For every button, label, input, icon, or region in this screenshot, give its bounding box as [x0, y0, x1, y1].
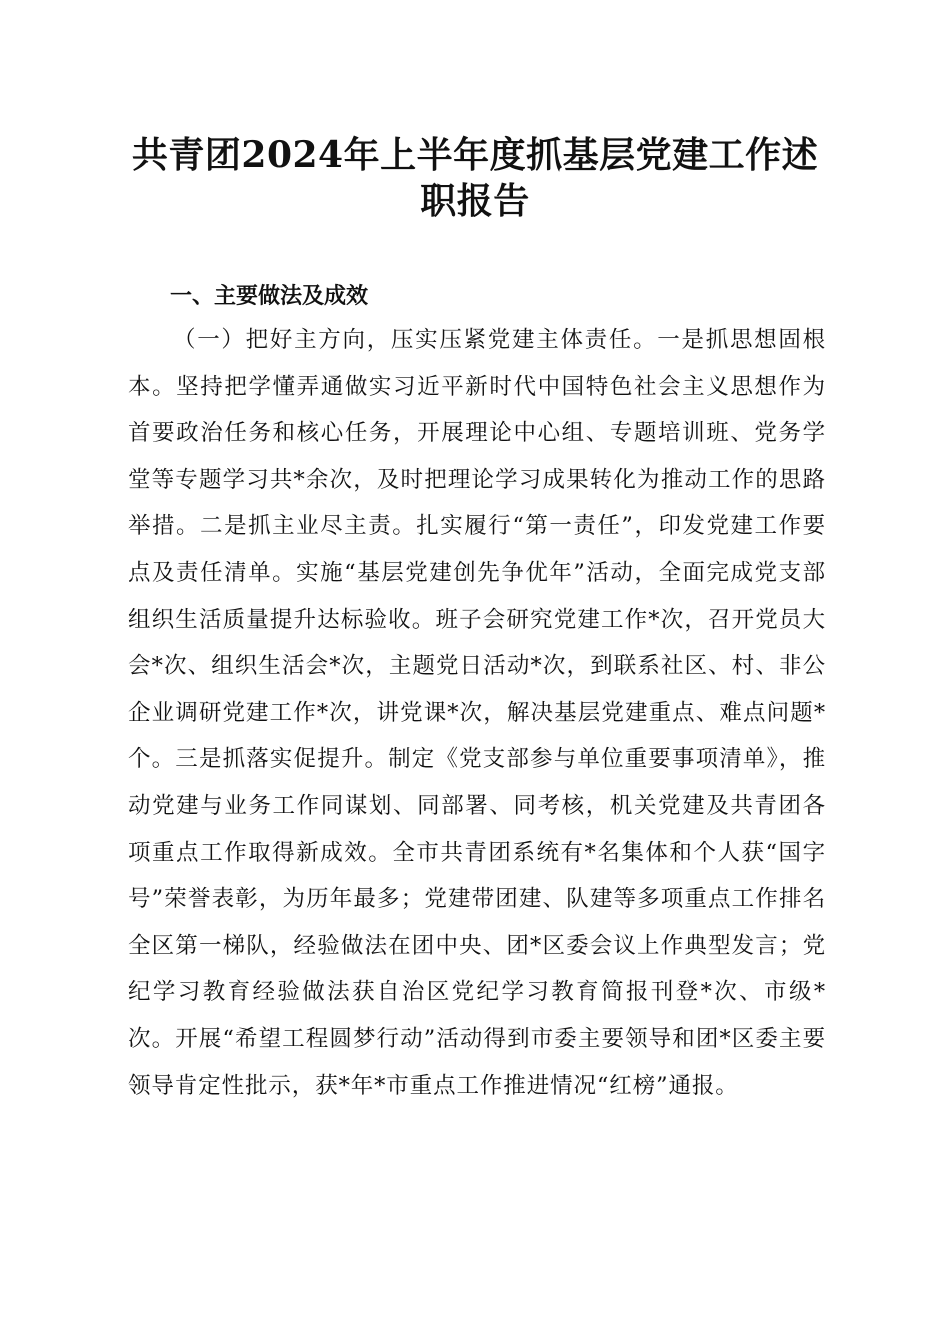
document-title: 共青团2024年上半年度抓基层党建工作述职报告	[131, 134, 819, 222]
body-paragraph: （一）把好主方向，压实压紧党建主体责任。一是抓思想固根本。坚持把学懂弄通做实习近平新时代中国特色社会主义思想作为首要政治任务和核心任务，开展理论中心组、专题培训班、党务学堂等专题学习共*余次，及时把理论学习成果转化为推动工作的思路举措。二是抓主业尽主责。扎实履行“第一责任”，印发党建工作要点及责任清单。实施“基层党建创先争优年”活动，全面完成党支部组织生活质量提升达标验收。班子会研究党建工作*次，召开党员大会*次、组织生活会*次，主题党日活动*次，到联系社区、村、非公企业调研党建工作*次，讲党课*次，解决基层党建重点、难点问题*个。三是抓落实促提升。制定《党支部参与单位重要事项清单》，推动党建与业务工作同谋划、同部署、同考核，机关党建及共青团各项重点工作取得新成效。全市共青团系统有*名集体和个人获“国字号”荣誉表彰，为历年最多；党建带团建、队建等多项重点工作排名全区第一梯队，经验做法在团中央、团*区委会议上作典型发言；党纪学习教育经验做法获自治区党纪学习教育简报刊登*次、市级*次。开展“希望工程圆梦行动”活动得到市委主要领导和团*区委主要领导肯定性批示，获*年*市重点工作推进情况“红榜”通报。	[128, 327, 826, 1099]
section-heading: 一、主要做法及成效	[170, 284, 369, 309]
